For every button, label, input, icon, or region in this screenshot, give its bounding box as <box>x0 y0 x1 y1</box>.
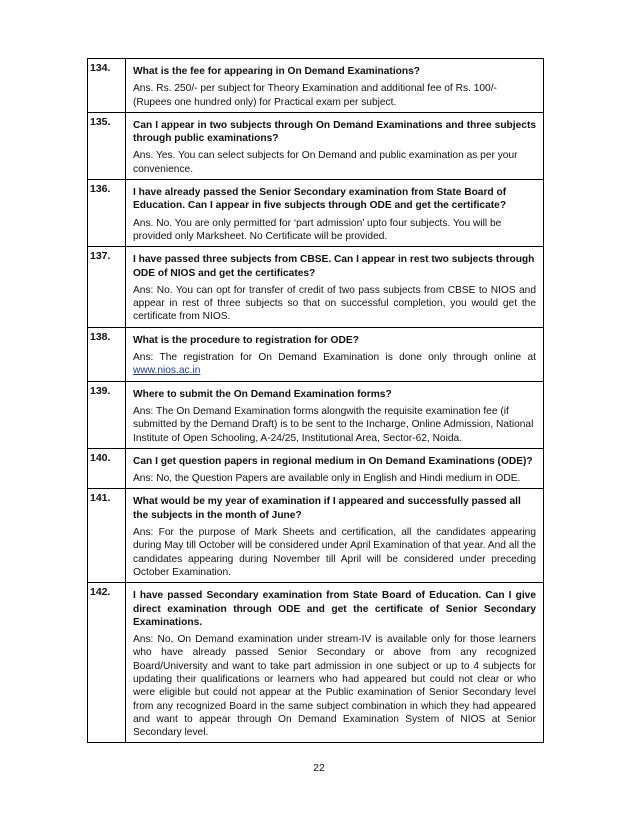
question-text: What is the procedure to registration for ODE? <box>133 334 359 346</box>
faq-row <box>88 489 544 583</box>
question-number: 135. <box>88 112 126 179</box>
question-text: Where to submit the On Demand Examination forms? <box>133 388 392 400</box>
faq-entry <box>126 180 544 247</box>
faq-entry <box>126 247 544 327</box>
answer-text: Ans: No, the Question Papers are available only in English and Hindi medium in ODE. <box>133 473 521 485</box>
faq-row <box>88 327 544 381</box>
question-text: What would be my year of examination if I appeared and successfully passed all the subjects in the month of June? <box>133 496 521 521</box>
question-text: I have already passed the Senior Secondary examination from State Board of Education. Can I appear in five subjects through ODE and get the certificate? <box>133 187 507 212</box>
question-text: Can I get question papers in regional medium in On Demand Examinations (ODE)? <box>133 455 533 467</box>
faq-row <box>88 583 544 743</box>
page-number: 22 <box>313 762 325 774</box>
faq-row <box>88 247 544 327</box>
answer-text: Ans: The On Demand Examination forms alongwith the requisite examination fee (if submitted by the Demand Draft) is to be sent to the Incharge, Online Admission, National Institute of Open Schooling, A-24/25, Institutional Area, Sector-62, Noida. <box>133 405 534 444</box>
faq-entry <box>126 381 544 448</box>
answer-text: Ans. Rs. 250/- per subject for Theory Examination and additional fee of Rs. 100/- (Rupees one hundred only) for Practical exam per subject. <box>133 83 497 108</box>
faq-entry <box>126 583 544 743</box>
answer-text: Ans: The registration for On Demand Examination is done only through online at <box>133 352 536 364</box>
question-text: What is the fee for appearing in On Demand Examinations? <box>133 66 420 77</box>
answer-text: Ans: No, On Demand examination under stream-IV is available only for those learners who have already passed Senior Secondary or above from any recognized Board/University and want to take part admission in one subject or up to 4 subjects for updating their qualifications or learners who had appeared but could not clear or who were eligible but could not appear at the Public examination of Senior Secondary level from any recognized Board in the same subject combination in which they had appeared and want to appear through On Demand Examination System of NIOS at Senior Secondary level. <box>133 634 536 739</box>
question-number: 138. <box>88 327 126 381</box>
question-number: 139. <box>88 381 126 448</box>
question-number: 136. <box>88 180 126 247</box>
faq-row <box>88 381 544 448</box>
answer-text: Ans: For the purpose of Mark Sheets and certification, all the candidates appearing during May till October will be considered under April Examination of that year. And all the candidates appearing during November till April will be considered under preceding October Examination. <box>133 527 536 578</box>
question-number: 140. <box>88 448 126 489</box>
faq-row <box>88 180 544 247</box>
faq-row <box>88 448 544 489</box>
nios-website-link[interactable]: www.nios.ac.in <box>133 365 201 377</box>
answer-text: Ans. Yes. You can select subjects for On Demand and public examination as per your convenience. <box>133 150 518 175</box>
answer-block <box>133 351 536 378</box>
answer-text: Ans: No. You can opt for transfer of credit of two pass subjects from CBSE to NIOS and appear in rest of three subjects so that on successful completion, you would get the certificate from NIOS. <box>133 284 536 323</box>
question-number: 137. <box>88 247 126 327</box>
question-text: Can I appear in two subjects through On Demand Examinations and three subjects through public examinations? <box>133 119 536 145</box>
question-number: 141. <box>88 489 126 583</box>
question-text: I have passed three subjects from CBSE. Can I appear in rest two subjects through ODE of NIOS and get the certificates? <box>133 254 535 279</box>
faq-entry <box>126 112 544 179</box>
faq-entry <box>126 448 544 489</box>
faq-row <box>88 59 544 113</box>
faq-entry <box>126 489 544 583</box>
question-number: 142. <box>88 583 126 743</box>
faq-table <box>87 58 544 743</box>
question-text: I have passed Secondary examination from State Board of Education. Can I give direct examination through ODE and get the certificate of Senior Secondary Examinations. <box>133 590 536 628</box>
faq-row <box>88 112 544 179</box>
faq-entry <box>126 59 544 113</box>
answer-text: Ans. No. You are only permitted for ‘part admission’ upto four subjects. You will be provided only Marksheet. No Certificate will be provided. <box>133 217 502 242</box>
question-number: 134. <box>88 59 126 113</box>
faq-entry <box>126 327 544 381</box>
